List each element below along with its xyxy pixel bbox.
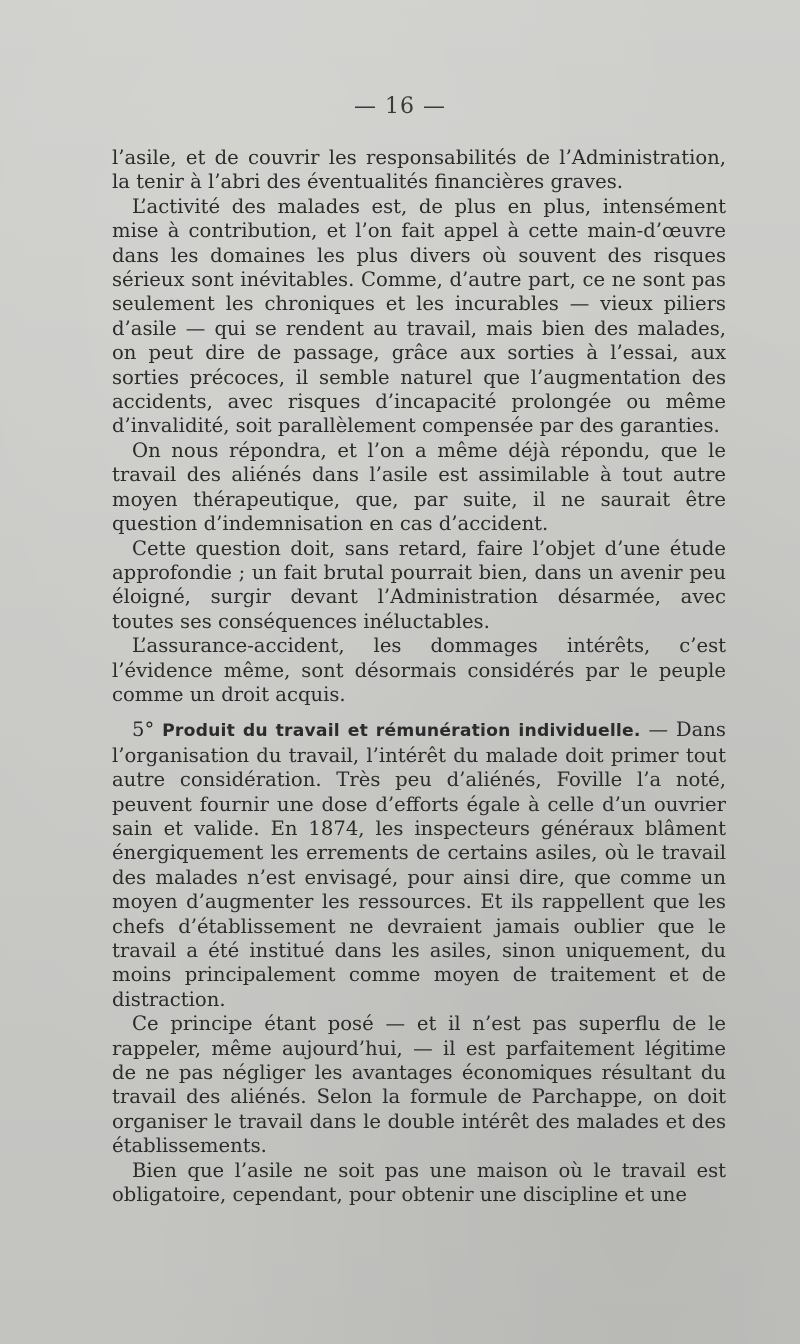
section-text: — Dans l’organisation du travail, l’intérêt du malade doit primer tout autre considération. Très peu d’aliénés, Foville l’a noté, peuvent fournir une dose d’efforts égale à celle d’un ouvrier sain et valide. En 1874, les inspecteurs généraux blâment énergiquement les errements de certains asiles, où le travail des malades n’est envisagé, pour ainsi dire, que comme un moyen d’augmenter les ressources. Et ils rappellent que les chefs d’établissement ne devraient jamais oublier que le travail a été institué dans les asiles, sinon uniquement, du moins principalement comme moyen de traitement et de distraction.: [112, 718, 726, 1011]
paragraph: On nous répondra, et l’on a même déjà répondu, que le travail des aliénés dans l’asile est assimilable à tout autre moyen thérapeutique, que, par suite, il ne saurait être question d’indemnisation en cas d’accident.: [112, 438, 726, 536]
paragraph: Cette question doit, sans retard, faire l’objet d’une étude approfondie ; un fait brutal pourrait bien, dans un avenir peu éloigné, surgir devant l’Administration désarmée, avec toutes ses conséquences inéluctables.: [112, 536, 726, 633]
section-heading: Produit du travail et rémunération individuelle.: [162, 721, 641, 742]
paragraph: Ce principe étant posé — et il n’est pas superflu de le rappeler, même aujourd’hui, — il est parfaitement légitime de ne pas négliger les avantages économiques résultant du travail des aliénés. Selon la formule de Parchappe, on doit organiser le travail dans le double intérêt des malades et des établissements.: [112, 1012, 726, 1158]
page-number: — 16 —: [354, 94, 446, 119]
paragraph: L’activité des malades est, de plus en plus, intensément mise à contribution, et l’on fait appel à cette main-d’œuvre dans les domaines les plus divers où souvent des risques sérieux sont inévitables. Comme, d’autre part, ce ne sont pas seulement les chroniques et les incurables — vieux piliers d’asile — qui se rendent au travail, mais bien des malades, on peut dire de passage, grâce aux sorties à l’essai, aux sorties précoces, il semble naturel que l’augmentation des accidents, avec risques d’incapacité prolongée ou même d’invalidité, soit parallèlement compensée par des garanties.: [112, 194, 726, 438]
paragraph: l’asile, et de couvrir les responsabilités de l’Administration, la tenir à l’abri des éventualités financières graves.: [112, 146, 726, 194]
section-number: 5°: [132, 718, 155, 742]
paragraph: Bien que l’asile ne soit pas une maison où le travail est obligatoire, cependant, pour obtenir une discipline et une: [112, 1158, 726, 1207]
section-paragraph: [112, 718, 726, 1012]
body-text: [112, 146, 726, 1207]
paragraph: L’assurance-accident, les dommages intérêts, c’est l’évidence même, sont désormais considérés par le peuple comme un droit acquis.: [112, 634, 726, 706]
